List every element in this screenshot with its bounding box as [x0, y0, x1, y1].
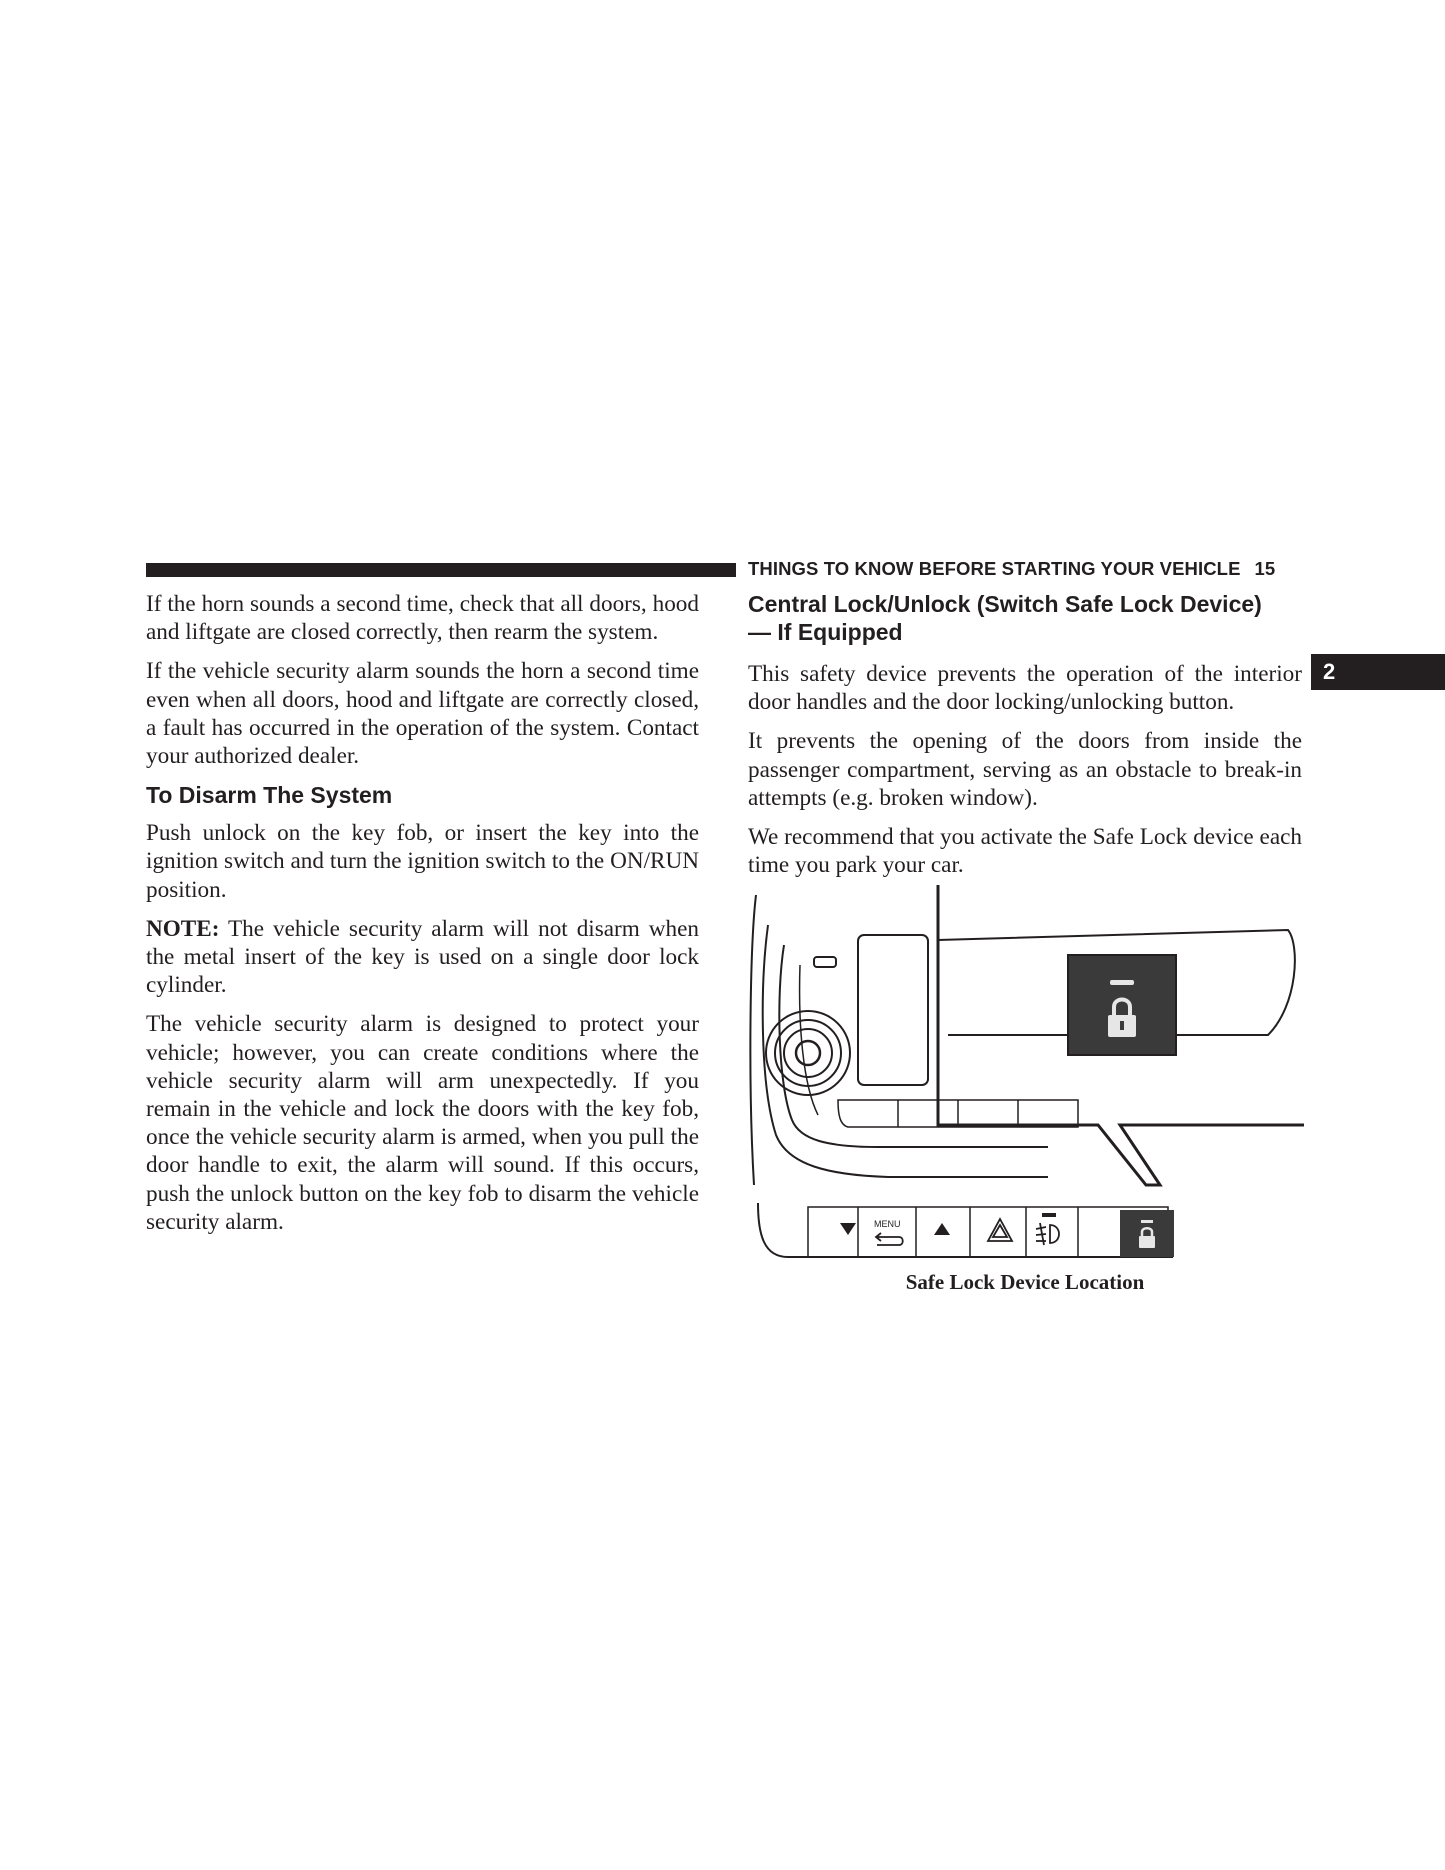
heading-central-lock-line2: — If Equipped	[748, 619, 903, 645]
usb-slot	[814, 957, 836, 967]
note-text: The vehicle security alarm will not disarm when the metal insert of the key is used on a single door lock cylinder.	[146, 915, 699, 999]
safe-lock-button-enlarged	[1068, 955, 1176, 1055]
safe-lock-figure	[748, 885, 1304, 1260]
paragraph-safety-device: This safety device prevents the operation of the interior door handles and the door locking/unlocking button.	[748, 661, 1302, 716]
paragraph-disarm: Push unlock on the key fob, or insert the key into the ignition switch and turn the ignition switch to the ON/RUN position.	[146, 820, 699, 903]
fog-light-icon	[1036, 1213, 1059, 1245]
paragraph-prevents-opening: It prevents the opening of the doors from inside the passenger compartment, serving as an obstacle to break-in attempts (e.g. broken window).	[748, 728, 1302, 811]
running-head	[748, 558, 1275, 580]
chapter-tab: 2	[1311, 654, 1445, 690]
right-column	[748, 590, 1302, 890]
menu-label: MENU	[874, 1219, 901, 1229]
paragraph-arm-unexpectedly: The vehicle security alarm is designed to protect your vehicle; however, you can create conditions where the vehicle security alarm will arm unexpectedly. If you remain in the vehicle and lock the doors with the key fob, once the vehicle security alarm is armed, when you pull the door handle to exit, the alarm will sound. If this occurs, push the unlock button on the key fob to disarm the vehicle security alarm.	[146, 1011, 699, 1235]
note-label: NOTE:	[146, 915, 220, 942]
display-screen	[858, 935, 928, 1085]
running-title: THINGS TO KNOW BEFORE STARTING YOUR VEHICLE	[748, 558, 1241, 579]
knob-ring-inner	[784, 1029, 832, 1077]
heading-central-lock-line1: Central Lock/Unlock (Switch Safe Lock Device)	[748, 591, 1262, 617]
arrow-up-icon	[934, 1223, 950, 1235]
paragraph-fault: If the vehicle security alarm sounds the horn a second time even when all doors, hood and liftgate are correctly closed, a fault has occurred in the operation of the system. Contact your authorized dealer.	[146, 658, 699, 770]
figure-caption: Safe Lock Device Location	[905, 1270, 1145, 1294]
page-number: 15	[1254, 558, 1276, 579]
console-panel	[779, 945, 1048, 1147]
paragraph-horn-second-time: If the horn sounds a second time, check that all doors, hood and liftgate are closed correctly, then rearm the system.	[146, 591, 699, 646]
safe-lock-button	[1120, 1210, 1174, 1257]
left-column	[146, 590, 699, 1247]
heading-central-lock	[748, 590, 1302, 646]
power-icon-circle	[796, 1041, 820, 1065]
hazard-icon	[988, 1219, 1012, 1241]
note-paragraph	[146, 915, 699, 1000]
back-arrow-icon	[876, 1233, 903, 1245]
button-bar-lower	[758, 1203, 1173, 1257]
paragraph-recommend: We recommend that you activate the Safe Lock device each time you park your car.	[748, 824, 1302, 879]
console-outline	[750, 895, 756, 1185]
lower-bar-outline	[808, 1207, 1168, 1257]
header-rule	[146, 563, 736, 577]
arrow-down-icon	[840, 1223, 856, 1235]
console-inner-curve	[763, 925, 1048, 1177]
heading-disarm-system: To Disarm The System	[146, 782, 393, 809]
